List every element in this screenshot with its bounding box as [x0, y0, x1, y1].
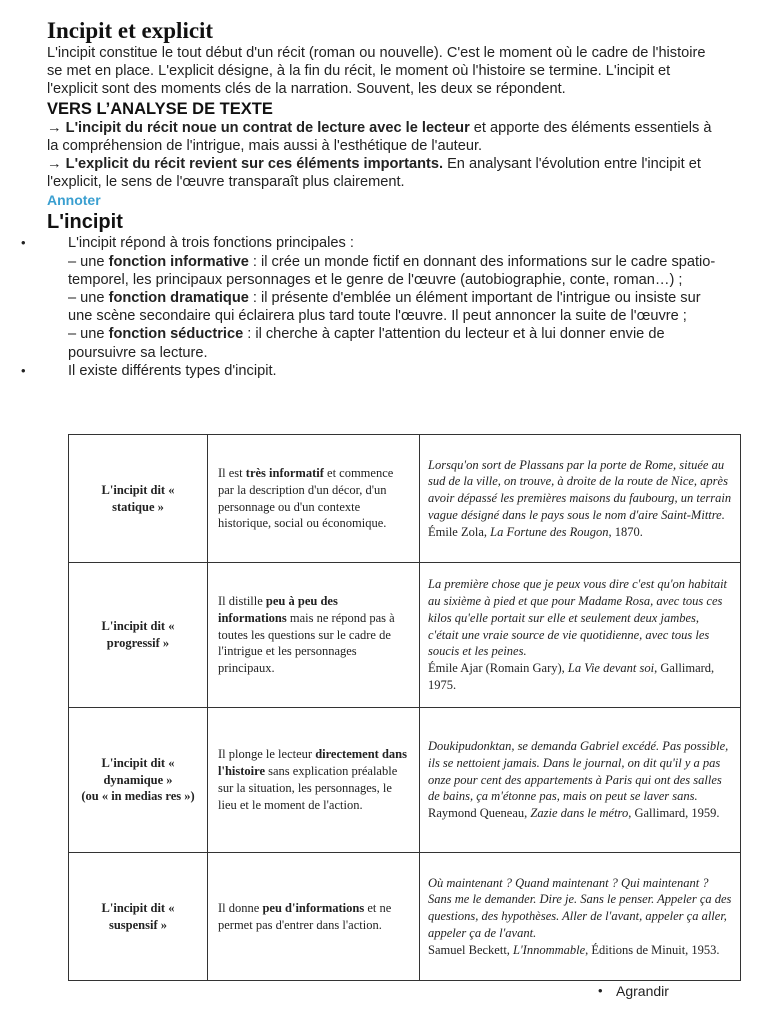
incipit-heading: L'incipit: [47, 211, 123, 234]
annoter-link[interactable]: Annoter: [47, 192, 101, 209]
table-row: [69, 435, 741, 563]
quote: La première chose que je peux vous dire c'est qu'on habitait au sixième à pied et que pour Madame Rosa, avec tous ces kilos qu'elle portait sur elle et seulement deux jambes, c'était une vraie source de vie quotidienne, avec tous les soucis et les peines.: [428, 577, 728, 659]
description-cell: Il donne peu d'informations et ne permet pas d'entrer dans l'action.: [208, 853, 420, 981]
agrandir-link[interactable]: • Agrandir: [616, 982, 669, 1000]
incipit-type-cell: L'incipit dit « dynamique » (ou « in medias res »): [69, 708, 208, 853]
example-cell: [420, 853, 741, 981]
quote: Où maintenant ? Quand maintenant ? Qui maintenant ? Sans me le demander. Dire je. Sans le penser. Appeler ça des questions, des hypothèses. Aller de l'avant, appeler ça aller, appeler ça de l'avant.: [428, 875, 732, 940]
intro-paragraph: L'incipit constitue le tout début d'un récit (roman ou nouvelle). C'est le moment où le cadre de l'histoire se met en place. L'explicit désigne, à la fin du récit, le moment où l'histoire se termine. L'incipit et l'explicit sont des moments clés de la narration. Souvent, les deux se répondent.: [47, 45, 706, 98]
table-row: [69, 853, 741, 981]
arrow-icon: →: [47, 119, 66, 136]
incipit-type-cell: L'incipit dit « suspensif »: [69, 853, 208, 981]
function-dramatique: – une fonction dramatique : il présente d'emblée un élément important de l'intrigue ou insiste sur une scène secondaire qui éclairera plus tard toute l'œuvre. Il peut annoncer la suite de l'œuvre ;: [68, 290, 701, 325]
description-cell: Il distille peu à peu des informations mais ne répond pas à toutes les questions sur le cadre de l'intrigue et les personnages principaux.: [208, 563, 420, 708]
incipit-type-cell: L'incipit dit « statique »: [69, 435, 208, 563]
source: Émile Ajar (Romain Gary), La Vie devant soi, Gallimard, 1975.: [428, 661, 715, 692]
function-informative: – une fonction informative : il crée un monde fictif en donnant des informations sur le cadre spatio-temporel, les principaux personnages et le genre de l'œuvre (autobiographie, conte, roman…) ;: [68, 253, 716, 288]
incipit-types-table: [68, 434, 741, 981]
incipit-list: [47, 234, 717, 380]
list-item: • Il existe différents types d'incipit.: [47, 362, 717, 380]
quote: Doukipudonktan, se demanda Gabriel excédé. Pas possible, ils se nettoient jamais. Dans le journal, on dit qu'il y a pas onze pour cent des appartements à Paris qui ont des salles de bains, ça m'étonne pas, mais on peut se laver sans.: [428, 739, 729, 804]
example-cell: [420, 563, 741, 708]
function-seductrice: – une fonction séductrice : il cherche à capter l'attention du lecteur et à lui donner envie de poursuivre sa lecture.: [68, 326, 665, 361]
source: Raymond Queneau, Zazie dans le métro, Gallimard, 1959.: [428, 806, 720, 821]
section-heading: VERS L’ANALYSE DE TEXTE: [47, 99, 273, 118]
description-cell: Il est très informatif et commence par la description d'un décor, d'un personnage ou d'un contexte historique, social ou économique.: [208, 435, 420, 563]
description-cell: Il plonge le lecteur directement dans l'histoire sans explication préalable sur la situation, les personnages, le lieu et le moment de l'action.: [208, 708, 420, 853]
incipit-type-cell: L'incipit dit « progressif »: [69, 563, 208, 708]
incipit-contract-paragraph: → L'incipit du récit noue un contrat de lecture avec le lecteur et apporte des éléments essentiels à la compréhension de l'intrigue, mais aussi à l'esthétique de l'auteur.: [47, 119, 712, 154]
page-title: Incipit et explicit: [47, 18, 214, 43]
table-row: [69, 708, 741, 853]
bold-text: L'explicit du récit revient sur ces éléments importants.: [65, 156, 444, 173]
arrow-icon: →: [47, 156, 66, 173]
table-row: [69, 563, 741, 708]
example-cell: [420, 435, 741, 563]
explicit-paragraph: → L'explicit du récit revient sur ces éléments importants. En analysant l'évolution entre l'incipit et l'explicit, le sens de l'œuvre transparaît plus clairement.: [47, 156, 701, 191]
article: [47, 18, 717, 380]
list-item: • L'incipit répond à trois fonctions principales : – une fonction informative : il crée un monde fictif en donnant des informations sur le cadre spatio-temporel, les principaux personnages et le genre de l'œuvre (autobiographie, conte, roman…) ; – une fonction dramatique : il présente d'emblée un élément important de l'intrigue ou insiste sur une scène secondaire qui éclairera plus tard toute l'œuvre. Il peut annoncer la suite de l'œuvre ; – une fonction séductrice : il cherche à capter l'attention du lecteur et à lui donner envie de poursuivre sa lecture.: [47, 234, 717, 361]
example-cell: [420, 708, 741, 853]
bold-text: L'incipit du récit noue un contrat de lecture avec le lecteur: [65, 119, 470, 136]
quote: Lorsqu'on sort de Plassans par la porte de Rome, située au sud de la ville, on trouve, à droite de la route de Nice, après avoir dépassé les premières maisons du faubourg, un terrain vague désigné dans le pays sous le nom d'aire Saint-Mittre.: [428, 457, 732, 522]
source: Émile Zola, La Fortune des Rougon, 1870.: [428, 524, 643, 539]
source: Samuel Beckett, L'Innommable, Éditions de Minuit, 1953.: [428, 942, 720, 957]
